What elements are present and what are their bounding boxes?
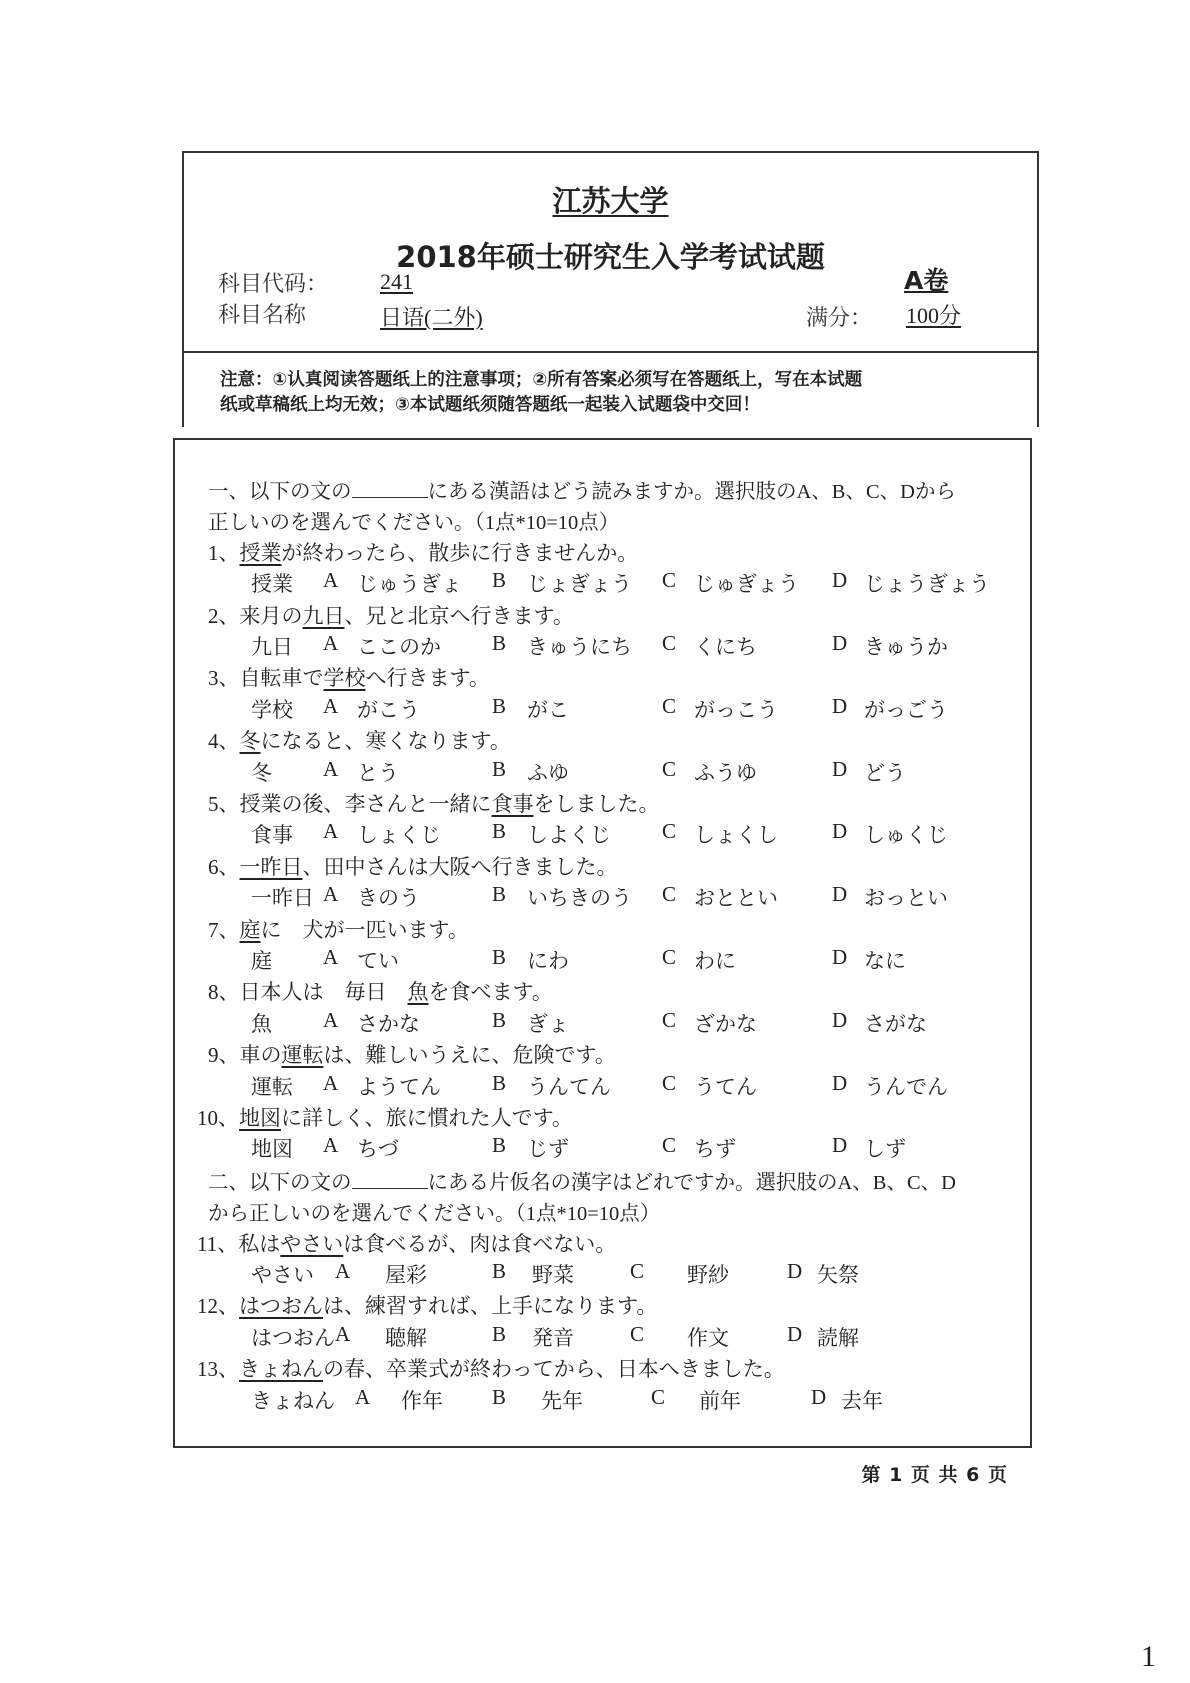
question-text: は、練習すれば、上手になります。 xyxy=(323,1294,658,1319)
question-text: は食べるが、肉は食べない。 xyxy=(343,1231,617,1256)
instruction-text: にある漢語はどう読みますか。選択肢のA、B、C、Dから xyxy=(427,481,956,503)
full-score-value: 100分 xyxy=(906,303,962,328)
option-letter-a: A xyxy=(323,882,339,907)
option-text: ようてん xyxy=(357,1074,441,1099)
option-text: おっとい xyxy=(864,886,948,911)
option-target-word: 九日 xyxy=(251,635,293,659)
option-text: さかな xyxy=(357,1011,420,1036)
subject-code-label: 科目代码： xyxy=(218,272,329,297)
option-text: おととい xyxy=(694,886,778,911)
subject-code-value: 241 xyxy=(380,269,413,294)
underlined-word: 食事 xyxy=(491,792,534,816)
option-text: とう xyxy=(357,760,399,785)
option-letter-a: A xyxy=(323,819,339,844)
option-letter-c: C xyxy=(662,756,677,781)
question-number: 10、 xyxy=(197,1106,239,1130)
option-letter-a: A xyxy=(355,1384,371,1409)
question-text: をしました。 xyxy=(533,792,660,816)
option-text: 前年 xyxy=(699,1388,741,1413)
option-letter-b: B xyxy=(492,631,507,655)
question-text: 授業の後、李さんと一緒に xyxy=(239,792,492,816)
option-letter-b: B xyxy=(492,756,507,781)
question-sentence xyxy=(208,662,490,693)
option-text: がっこう xyxy=(694,697,778,722)
option-text: いちきのう xyxy=(527,886,632,911)
notice-line-2: 纸或草稿纸上均无效；③本试题纸须随答题纸一起装入试题袋中交回！ xyxy=(220,395,760,415)
option-text: じず xyxy=(527,1137,569,1162)
option-target-word: はつおん xyxy=(251,1325,335,1350)
option-target-word: 魚 xyxy=(251,1011,272,1036)
option-letter-b: B xyxy=(492,945,507,969)
option-letter-c: C xyxy=(662,693,677,718)
option-letter-c: C xyxy=(662,882,677,907)
question-box xyxy=(173,438,1032,1448)
option-letter-c: C xyxy=(662,1007,677,1032)
option-text: てい xyxy=(357,949,399,973)
question-sentence xyxy=(197,1228,616,1259)
question-text: を食べます。 xyxy=(428,980,553,1005)
university-name-text: 江苏大学 xyxy=(552,184,669,218)
question-sentence xyxy=(197,1353,785,1384)
question-text: 来月の xyxy=(239,603,303,628)
option-letter-a: A xyxy=(335,1321,351,1346)
underlined-word: はつおん xyxy=(239,1294,323,1319)
underlined-word: 運転 xyxy=(281,1043,324,1068)
option-text: ざかな xyxy=(694,1011,757,1036)
option-text: じょうぎょう xyxy=(864,572,990,597)
option-text: 野菜 xyxy=(532,1263,574,1287)
option-target-word: 学校 xyxy=(251,697,293,722)
option-text: きゅうにち xyxy=(527,635,632,659)
notice-line-1: 注意：①认真阅读答题纸上的注意事项；②所有答案必须写在答题纸上，写在本试题 xyxy=(220,370,863,390)
university-name xyxy=(184,179,1037,220)
option-letter-d: D xyxy=(832,819,848,844)
question-sentence xyxy=(197,1290,657,1321)
question-sentence xyxy=(208,914,469,945)
question-text: へ行きます。 xyxy=(365,666,490,691)
option-text: きゅうか xyxy=(864,635,948,659)
option-letter-c: C xyxy=(662,568,677,593)
question-number: 12、 xyxy=(197,1294,239,1319)
option-letter-a: A xyxy=(323,1007,339,1032)
option-letter-c: C xyxy=(662,1133,677,1158)
option-text: 先年 xyxy=(541,1388,583,1413)
option-letter-d: D xyxy=(832,756,848,781)
option-text: ここのか xyxy=(357,635,441,659)
option-letter-b: B xyxy=(492,693,507,718)
question-sentence xyxy=(208,600,574,631)
question-text: に 犬が一匹います。 xyxy=(260,917,469,942)
question-sentence xyxy=(208,725,511,756)
underlined-word: 学校 xyxy=(323,666,366,691)
option-letter-d: D xyxy=(832,631,848,655)
option-text: がこう xyxy=(357,697,420,722)
option-text: うんてん xyxy=(527,1074,611,1099)
option-target-word: 授業 xyxy=(251,572,293,597)
option-text: しよくじ xyxy=(527,823,611,848)
question-text: が終わったら、散歩に行きませんか。 xyxy=(281,540,639,565)
section-instruction-line-2: 正しいのを選んでください。（1点*10=10点） xyxy=(208,512,620,535)
option-letter-d: D xyxy=(832,882,848,907)
option-letter-d: D xyxy=(832,693,848,718)
subject-name-label: 科目名称 xyxy=(218,303,307,328)
section-instruction-line-2: から正しいのを選んでください。（1点*10=10点） xyxy=(208,1203,661,1226)
question-text: の春、卒業式が終わってから、日本へきました。 xyxy=(323,1357,785,1382)
option-text: しゅくじ xyxy=(864,823,948,848)
option-letter-a: A xyxy=(323,1070,339,1095)
option-text: なに xyxy=(864,949,906,973)
option-text: しょくし xyxy=(694,823,778,848)
question-number: 11、 xyxy=(197,1231,239,1256)
option-text: じゅぎょう xyxy=(694,572,799,597)
underlined-word: 九日 xyxy=(302,603,345,628)
option-text: 作文 xyxy=(687,1325,729,1350)
option-letter-c: C xyxy=(662,631,677,655)
question-sentence xyxy=(197,1102,573,1133)
question-number: 4、 xyxy=(208,729,240,754)
option-letter-c: C xyxy=(662,819,677,844)
question-text: になると、寒くなります。 xyxy=(260,729,511,754)
question-text: 、田中さんは大阪へ行きました。 xyxy=(302,854,618,879)
option-text: 発音 xyxy=(532,1325,574,1350)
exam-volume: A卷 xyxy=(904,266,949,295)
option-letter-b: B xyxy=(492,1384,507,1409)
option-letter-a: A xyxy=(323,568,339,593)
question-sentence xyxy=(208,851,618,882)
option-text: 作年 xyxy=(401,1388,443,1413)
option-letter-b: B xyxy=(492,1007,507,1032)
underlined-word: 魚 xyxy=(407,980,429,1005)
option-letter-c: C xyxy=(662,945,677,969)
option-letter-d: D xyxy=(832,1133,848,1158)
exam-title: 2018年硕士研究生入学考试试题 xyxy=(396,240,825,274)
option-text: うんでん xyxy=(864,1074,948,1099)
option-text: がっごう xyxy=(864,697,948,722)
option-text: くにち xyxy=(694,635,757,659)
option-text: ぎょ xyxy=(527,1011,569,1036)
option-text: うてん xyxy=(694,1074,757,1099)
page-number: 1 xyxy=(1141,1640,1156,1673)
option-target-word: 庭 xyxy=(251,949,272,973)
section-instruction-line-1 xyxy=(208,474,956,505)
option-letter-a: A xyxy=(323,756,339,781)
header-divider xyxy=(184,351,1037,353)
question-sentence xyxy=(208,537,638,568)
question-number: 13、 xyxy=(197,1357,239,1382)
option-target-word: 冬 xyxy=(251,760,272,785)
question-text: 私は xyxy=(238,1231,281,1256)
option-text: じょぎょう xyxy=(527,572,632,597)
option-target-word: 一昨日 xyxy=(251,886,314,911)
option-letter-c: C xyxy=(630,1259,645,1283)
option-target-word: 運転 xyxy=(251,1074,293,1099)
option-letter-c: C xyxy=(630,1321,645,1346)
option-target-word: きょねん xyxy=(251,1388,335,1413)
option-letter-a: A xyxy=(335,1259,351,1283)
option-text: きのう xyxy=(357,886,420,911)
option-target-word: 地図 xyxy=(251,1137,293,1162)
question-number: 5、 xyxy=(208,792,240,816)
option-text: ふゆ xyxy=(527,760,569,785)
question-number: 8、 xyxy=(208,980,240,1005)
option-text: 読解 xyxy=(817,1325,859,1350)
question-number: 2、 xyxy=(208,603,240,628)
question-number: 6、 xyxy=(208,854,240,879)
answer-blank xyxy=(352,477,428,498)
subject-name-value: 日语(二外) xyxy=(380,305,483,330)
question-text: に詳しく、旅に慣れた人です。 xyxy=(281,1106,573,1130)
option-text: 矢祭 xyxy=(817,1263,859,1287)
option-text: ちづ xyxy=(357,1137,399,1162)
instruction-text: 二、以下の文の xyxy=(208,1171,352,1194)
option-letter-c: C xyxy=(651,1384,666,1409)
full-score-label: 满分： xyxy=(806,306,873,331)
option-letter-d: D xyxy=(832,568,848,593)
question-text: 、兄と北京へ行きます。 xyxy=(344,603,574,628)
option-text: しょくじ xyxy=(357,823,441,848)
question-sentence xyxy=(208,976,553,1007)
question-sentence xyxy=(208,1039,616,1070)
option-text: ちず xyxy=(694,1137,736,1162)
underlined-word: 授業 xyxy=(239,540,282,565)
underlined-word: きょねん xyxy=(239,1357,323,1382)
underlined-word: 冬 xyxy=(239,729,261,754)
exam-header-box xyxy=(182,151,1039,427)
option-text: さがな xyxy=(864,1011,927,1036)
option-letter-d: D xyxy=(787,1321,803,1346)
option-letter-a: A xyxy=(323,631,339,655)
question-number: 9、 xyxy=(208,1043,240,1068)
option-text: 野紗 xyxy=(687,1263,729,1287)
option-text: ふうゆ xyxy=(694,760,757,785)
underlined-word: 地図 xyxy=(239,1106,281,1130)
underlined-word: 庭 xyxy=(239,917,261,942)
option-letter-c: C xyxy=(662,1070,677,1095)
option-letter-d: D xyxy=(787,1259,803,1283)
option-text: 聴解 xyxy=(385,1325,427,1350)
question-number: 1、 xyxy=(208,540,240,565)
page-footer: 第 1 页 共 6 页 xyxy=(861,1464,1008,1486)
option-text: がこ xyxy=(527,697,569,722)
section-instruction-line-1 xyxy=(208,1165,956,1196)
option-target-word: 食事 xyxy=(251,823,293,848)
question-number: 7、 xyxy=(208,917,240,942)
option-letter-d: D xyxy=(832,945,848,969)
option-text: 去年 xyxy=(841,1388,883,1413)
instruction-text: にある片仮名の漢字はどれですか。選択肢のA、B、C、D xyxy=(427,1171,956,1194)
exam-notice xyxy=(220,368,1020,418)
question-text: 日本人は 毎日 xyxy=(239,980,408,1005)
option-letter-b: B xyxy=(492,882,507,907)
option-letter-a: A xyxy=(323,693,339,718)
option-letter-d: D xyxy=(811,1384,827,1409)
question-text: 自転車で xyxy=(239,666,324,691)
option-letter-b: B xyxy=(492,1259,507,1283)
option-letter-d: D xyxy=(832,1070,848,1095)
underlined-word: 一昨日 xyxy=(239,854,303,879)
option-text: わに xyxy=(694,949,736,973)
instruction-text: 一、以下の文の xyxy=(208,481,352,503)
option-letter-b: B xyxy=(492,568,507,593)
option-letter-a: A xyxy=(323,945,339,969)
answer-blank xyxy=(352,1168,428,1189)
option-letter-a: A xyxy=(323,1133,339,1158)
option-target-word: やさい xyxy=(251,1263,314,1287)
question-number: 3、 xyxy=(208,666,240,691)
option-text: じゅうぎょ xyxy=(357,572,462,597)
option-text: どう xyxy=(864,760,906,785)
option-text: にわ xyxy=(527,949,569,973)
question-text: 車の xyxy=(239,1043,282,1068)
option-text: 屋彩 xyxy=(385,1263,427,1287)
question-text: は、難しいうえに、危険です。 xyxy=(323,1043,616,1068)
option-letter-d: D xyxy=(832,1007,848,1032)
underlined-word: やさい xyxy=(280,1231,344,1256)
question-sentence xyxy=(208,788,660,819)
option-letter-b: B xyxy=(492,1070,507,1095)
option-letter-b: B xyxy=(492,819,507,844)
option-letter-b: B xyxy=(492,1133,507,1158)
option-letter-b: B xyxy=(492,1321,507,1346)
option-text: しず xyxy=(864,1137,906,1162)
